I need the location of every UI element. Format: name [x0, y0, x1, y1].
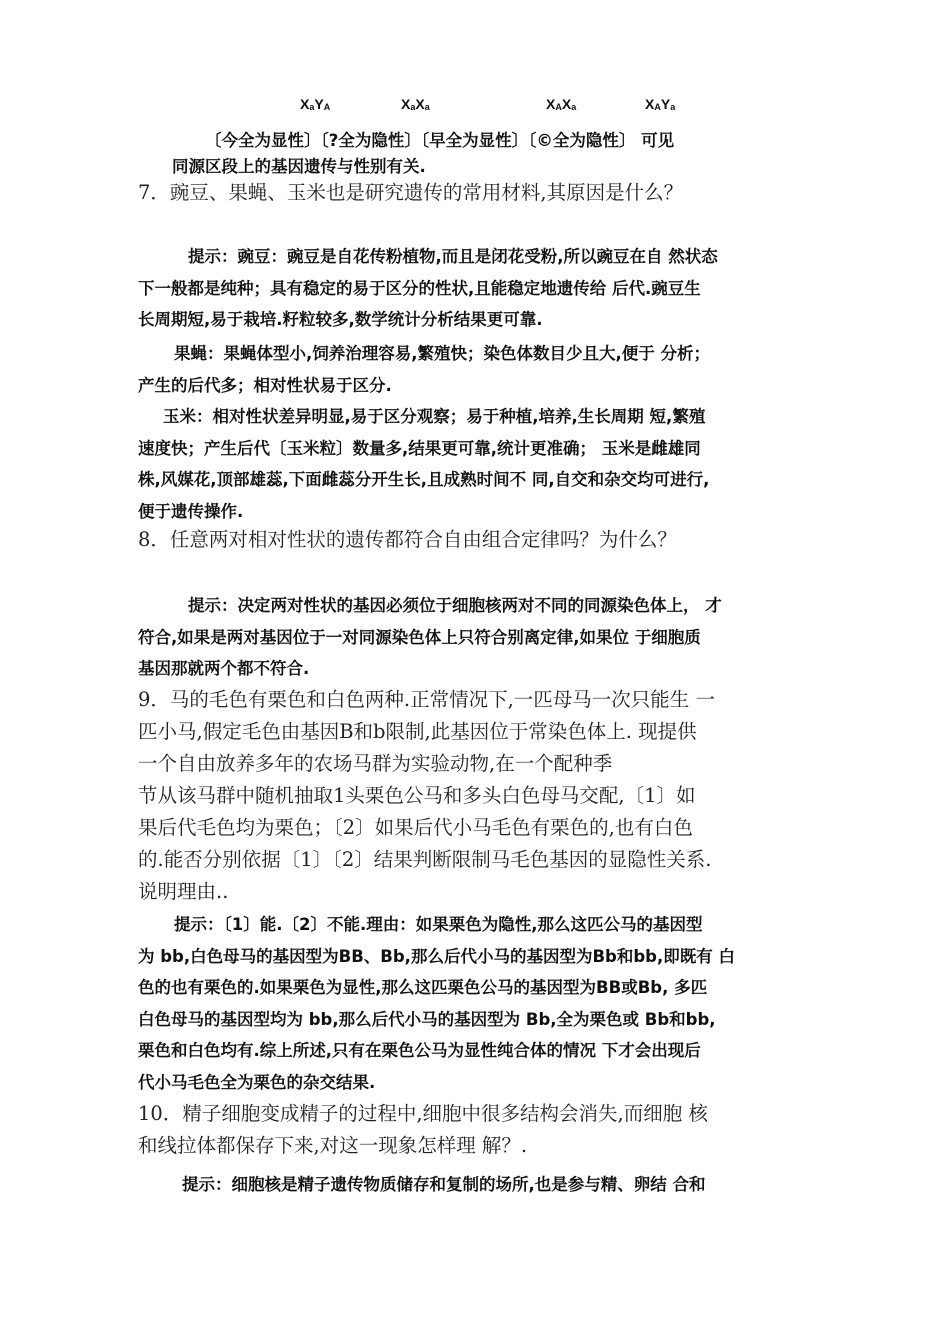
- text-line: 〔今全为显性〕〔?全为隐性〕〔早全为显性〕〔©全为隐性〕 可见: [205, 131, 675, 150]
- text-line: 株,风媒花,顶部雄蕊,下面雌蕊分开生长,且成熟时间不 同,自交和杂交均可进行,: [138, 470, 710, 489]
- text-line: 符合,如果是两对基因位于一对同源染色体上只符合别离定律,如果位 于细胞质: [138, 627, 701, 647]
- answer-7-fruitfly: [138, 338, 710, 401]
- genotype-xAya: $X_AY_a$: [645, 96, 676, 112]
- text-line: 产生的后代多；相对性状易于区分.: [138, 375, 392, 395]
- text-line: 提示：豌豆：豌豆是自花传粉植物,而且是闭花受粉,所以豌豆在自 然状态: [188, 247, 718, 266]
- text-line: 果后代毛色均为栗色；〔2〕如果后代小马毛色有栗色的,也有白色: [138, 816, 693, 839]
- question-8: [138, 524, 677, 556]
- text-line: 基因那就两个都不符合.: [138, 659, 310, 678]
- text-line: 一个自由放养多年的农场马群为实验动物,在一个配种季: [138, 752, 613, 775]
- text-line: 提示：〔1〕能.〔2〕不能.理由：如果栗色为隐性,那么这匹公马的基因型: [174, 915, 703, 934]
- text-line: 代小马毛色全为栗色的杂交结果.: [138, 1072, 376, 1092]
- text-line: 白色母马的基因型均为 bb,那么后代小马的基因型为 Bb,全为栗色或 Bb和bb,: [138, 1009, 716, 1029]
- answer-7-pea: [138, 241, 718, 336]
- question-7: [138, 177, 683, 209]
- text-line: 速度快；产生后代〔玉米粒〕数量多,结果更可靠,统计更准确； 玉米是雌雄同: [138, 438, 701, 458]
- text-line: 说明理由..: [138, 880, 229, 903]
- question-9: [138, 684, 715, 908]
- text-line: 和线拉体都保存下来,对这一现象怎样理 解？.: [138, 1134, 528, 1157]
- text-line: 10．精子细胞变成精子的过程中,细胞中很多结构会消失,而细胞 核: [138, 1102, 708, 1125]
- answer-7-corn: [138, 401, 709, 527]
- text-line: 色的也有栗色的.如果栗色为显性,那么这匹栗色公马的基因型为BB或Bb, 多匹: [138, 978, 708, 997]
- text-line: 7．豌豆、果蝇、玉米也是研究遗传的常用材料,其原因是什么？: [138, 181, 684, 204]
- text-line: 提示：决定两对性状的基因必须位于细胞核两对不同的同源染色体上， 才: [188, 596, 722, 615]
- answer-8: [138, 590, 722, 685]
- text-line: 长周期短,易于栽培.籽粒较多,数学统计分析结果更可靠.: [138, 310, 543, 329]
- text-line: 提示：细胞核是精子遗传物质储存和复制的场所,也是参与精、卵结 合和: [182, 1175, 706, 1194]
- text-line: 下一般都是纯种；具有稳定的易于区分的性状,且能稳定地遗传给 后代.豌豆生: [138, 278, 701, 298]
- text-line: 的.能否分别依据〔1〕〔2〕结果判断限制马毛色基因的显隐性关系.: [138, 848, 712, 871]
- text-line: 9．马的毛色有栗色和白色两种.正常情况下,一匹母马一次只能生 一: [138, 688, 716, 711]
- genotype-xayA: $X_aY_A$: [300, 96, 331, 112]
- text-line: 栗色和白色均有.综上所述,只有在栗色公马为显性纯合体的情况 下才会出现后: [138, 1041, 701, 1060]
- genotype-row: [0, 96, 950, 120]
- text-line: 节从该马群中随机抽取1头栗色公马和多头白色母马交配,〔1〕如: [138, 784, 696, 807]
- text-line: 8．任意两对相对性状的遗传都符合自由组合定律吗？为什么？: [138, 528, 677, 551]
- text-line: 为 bb,白色母马的基因型为BB、Bb,那么后代小马的基因型为Bb和bb,即既有 白: [138, 946, 735, 966]
- text-line: 玉米：相对性状差异明显,易于区分观察；易于种植,培养,生长周期 短,繁殖: [163, 407, 706, 426]
- question-10: [138, 1098, 708, 1162]
- text-line: 匹小马,假定毛色由基因B和b限制,此基因位于常染色体上. 现提供: [138, 720, 697, 743]
- text-line: 同源区段上的基因遗传与性别有关.: [172, 156, 426, 176]
- intro-conclusion: [160, 125, 674, 182]
- text-line: 便于遗传操作.: [138, 501, 244, 521]
- answer-9: [138, 909, 735, 1098]
- text-line: 果蝇：果蝇体型小,饲养治理容易,繁殖快；染色体数目少且大,便于 分析；: [174, 344, 711, 363]
- answer-10: [138, 1169, 706, 1201]
- genotype-xAxa: $X_AX_a$: [546, 96, 577, 112]
- genotype-xaxa: $X_aX_a$: [401, 96, 430, 112]
